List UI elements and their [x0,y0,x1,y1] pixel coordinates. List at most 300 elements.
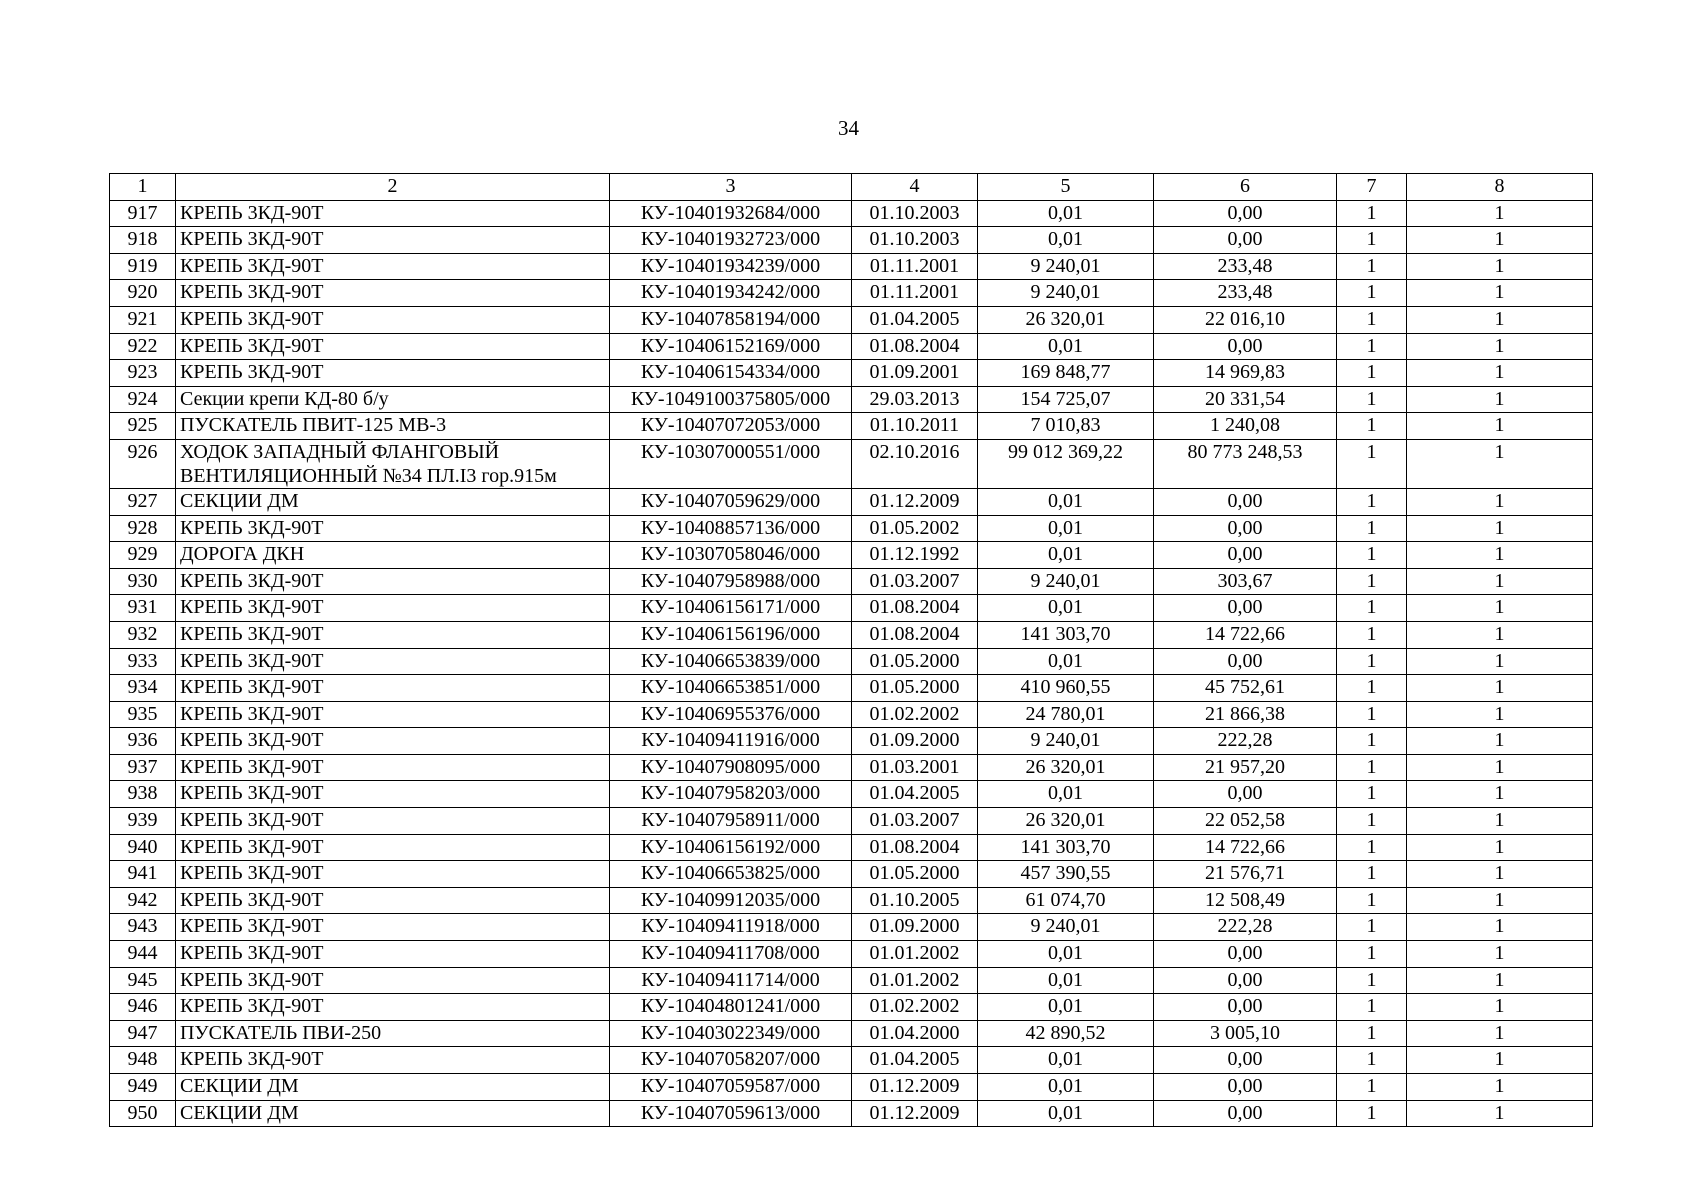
table-row [110,280,1593,307]
inventory-code-cell: КУ-10406653839/000 [610,648,852,675]
residual-cost-cell: 14 969,83 [1154,360,1337,387]
date-cell: 01.05.2000 [852,648,978,675]
date-cell: 01.02.2002 [852,994,978,1021]
table-row [110,386,1593,413]
initial-cost-cell: 26 320,01 [978,808,1154,835]
residual-cost-cell: 222,28 [1154,728,1337,755]
quantity-1-cell: 1 [1337,1047,1407,1074]
date-cell: 01.12.1992 [852,542,978,569]
row-number-cell: 935 [110,701,176,728]
inventory-code-cell: КУ-10407958988/000 [610,568,852,595]
date-cell: 01.08.2004 [852,595,978,622]
quantity-2-cell: 1 [1407,306,1593,333]
item-name-cell: КРЕПЬ 3КД-90Т [176,515,610,542]
residual-cost-cell: 22 052,58 [1154,808,1337,835]
initial-cost-cell: 99 012 369,22 [978,439,1154,488]
quantity-1-cell: 1 [1337,306,1407,333]
initial-cost-cell: 7 010,83 [978,413,1154,440]
initial-cost-cell: 9 240,01 [978,914,1154,941]
row-number-cell: 947 [110,1020,176,1047]
residual-cost-cell: 0,00 [1154,1047,1337,1074]
column-header: 5 [978,174,1154,201]
item-name-cell: КРЕПЬ 3КД-90Т [176,253,610,280]
residual-cost-cell: 14 722,66 [1154,834,1337,861]
inventory-code-cell: КУ-10406156192/000 [610,834,852,861]
quantity-2-cell: 1 [1407,621,1593,648]
date-cell: 01.10.2003 [852,227,978,254]
initial-cost-cell: 0,01 [978,200,1154,227]
residual-cost-cell: 0,00 [1154,595,1337,622]
table-row [110,861,1593,888]
initial-cost-cell: 410 960,55 [978,675,1154,702]
inventory-code-cell: КУ-1049100375805/000 [610,386,852,413]
quantity-1-cell: 1 [1337,887,1407,914]
item-name-cell: КРЕПЬ 3КД-90Т [176,967,610,994]
table-row [110,306,1593,333]
quantity-2-cell: 1 [1407,675,1593,702]
item-name-cell: КРЕПЬ 3КД-90Т [176,360,610,387]
quantity-2-cell: 1 [1407,386,1593,413]
item-name-cell: КРЕПЬ 3КД-90Т [176,675,610,702]
table-row [110,621,1593,648]
quantity-2-cell: 1 [1407,994,1593,1021]
date-cell: 01.12.2009 [852,488,978,515]
initial-cost-cell: 9 240,01 [978,568,1154,595]
initial-cost-cell: 0,01 [978,542,1154,569]
residual-cost-cell: 80 773 248,53 [1154,439,1337,488]
quantity-1-cell: 1 [1337,360,1407,387]
row-number-cell: 928 [110,515,176,542]
quantity-1-cell: 1 [1337,754,1407,781]
quantity-2-cell: 1 [1407,808,1593,835]
inventory-code-cell: КУ-10408857136/000 [610,515,852,542]
residual-cost-cell: 0,00 [1154,994,1337,1021]
quantity-2-cell: 1 [1407,754,1593,781]
quantity-2-cell: 1 [1407,360,1593,387]
date-cell: 01.09.2000 [852,914,978,941]
initial-cost-cell: 26 320,01 [978,754,1154,781]
residual-cost-cell: 233,48 [1154,280,1337,307]
date-cell: 01.01.2002 [852,967,978,994]
residual-cost-cell: 0,00 [1154,1100,1337,1127]
item-name-cell: КРЕПЬ 3КД-90Т [176,1047,610,1074]
initial-cost-cell: 0,01 [978,1047,1154,1074]
item-name-cell: ДОРОГА ДКН [176,542,610,569]
initial-cost-cell: 169 848,77 [978,360,1154,387]
date-cell: 01.09.2001 [852,360,978,387]
row-number-cell: 937 [110,754,176,781]
quantity-1-cell: 1 [1337,728,1407,755]
row-number-cell: 919 [110,253,176,280]
table-row [110,675,1593,702]
quantity-1-cell: 1 [1337,333,1407,360]
table-row [110,439,1593,488]
date-cell: 01.03.2007 [852,568,978,595]
quantity-1-cell: 1 [1337,861,1407,888]
row-number-cell: 950 [110,1100,176,1127]
item-name-cell: КРЕПЬ 3КД-90Т [176,941,610,968]
quantity-2-cell: 1 [1407,439,1593,488]
initial-cost-cell: 0,01 [978,994,1154,1021]
initial-cost-cell: 0,01 [978,1100,1154,1127]
initial-cost-cell: 0,01 [978,967,1154,994]
table-row [110,941,1593,968]
item-name-cell: КРЕПЬ 3КД-90Т [176,861,610,888]
quantity-1-cell: 1 [1337,675,1407,702]
inventory-code-cell: КУ-10406156171/000 [610,595,852,622]
quantity-2-cell: 1 [1407,595,1593,622]
row-number-cell: 930 [110,568,176,595]
date-cell: 01.10.2003 [852,200,978,227]
inventory-code-cell: КУ-10307000551/000 [610,439,852,488]
quantity-1-cell: 1 [1337,386,1407,413]
row-number-cell: 923 [110,360,176,387]
inventory-code-cell: КУ-10407958911/000 [610,808,852,835]
item-name-cell: ХОДОК ЗАПАДНЫЙ ФЛАНГОВЫЙ ВЕНТИЛЯЦИОННЫЙ №34 ПЛ.I3 гор.915м [176,439,610,488]
residual-cost-cell: 21 576,71 [1154,861,1337,888]
date-cell: 01.08.2004 [852,333,978,360]
quantity-2-cell: 1 [1407,967,1593,994]
column-header: 1 [110,174,176,201]
inventory-code-cell: КУ-10407058207/000 [610,1047,852,1074]
residual-cost-cell: 21 866,38 [1154,701,1337,728]
quantity-2-cell: 1 [1407,834,1593,861]
quantity-1-cell: 1 [1337,1074,1407,1101]
quantity-2-cell: 1 [1407,200,1593,227]
date-cell: 01.04.2000 [852,1020,978,1047]
row-number-cell: 948 [110,1047,176,1074]
quantity-2-cell: 1 [1407,568,1593,595]
asset-registry-table [109,173,1593,1127]
item-name-cell: КРЕПЬ 3КД-90Т [176,280,610,307]
column-header: 3 [610,174,852,201]
quantity-1-cell: 1 [1337,280,1407,307]
quantity-2-cell: 1 [1407,542,1593,569]
initial-cost-cell: 0,01 [978,781,1154,808]
quantity-2-cell: 1 [1407,728,1593,755]
inventory-code-cell: КУ-10403022349/000 [610,1020,852,1047]
quantity-1-cell: 1 [1337,488,1407,515]
initial-cost-cell: 61 074,70 [978,887,1154,914]
page-number: 34 [838,116,859,140]
date-cell: 01.01.2002 [852,941,978,968]
table-row [110,1100,1593,1127]
residual-cost-cell: 0,00 [1154,488,1337,515]
date-cell: 01.09.2000 [852,728,978,755]
inventory-code-cell: КУ-10406156196/000 [610,621,852,648]
quantity-1-cell: 1 [1337,648,1407,675]
item-name-cell: СЕКЦИИ ДМ [176,1100,610,1127]
table-row [110,754,1593,781]
item-name-cell: КРЕПЬ 3КД-90Т [176,595,610,622]
row-number-cell: 942 [110,887,176,914]
quantity-2-cell: 1 [1407,515,1593,542]
row-number-cell: 917 [110,200,176,227]
quantity-2-cell: 1 [1407,280,1593,307]
residual-cost-cell: 22 016,10 [1154,306,1337,333]
inventory-code-cell: КУ-10409411708/000 [610,941,852,968]
row-number-cell: 946 [110,994,176,1021]
item-name-cell: КРЕПЬ 3КД-90Т [176,808,610,835]
date-cell: 01.05.2000 [852,861,978,888]
row-number-cell: 940 [110,834,176,861]
quantity-1-cell: 1 [1337,781,1407,808]
inventory-code-cell: КУ-10307058046/000 [610,542,852,569]
row-number-cell: 944 [110,941,176,968]
table-row [110,413,1593,440]
inventory-code-cell: КУ-10409411714/000 [610,967,852,994]
date-cell: 01.05.2000 [852,675,978,702]
item-name-cell: ПУСКАТЕЛЬ ПВИТ-125 МВ-3 [176,413,610,440]
quantity-1-cell: 1 [1337,439,1407,488]
quantity-1-cell: 1 [1337,967,1407,994]
table-row [110,595,1593,622]
quantity-2-cell: 1 [1407,861,1593,888]
residual-cost-cell: 0,00 [1154,333,1337,360]
item-name-cell: СЕКЦИИ ДМ [176,1074,610,1101]
residual-cost-cell: 0,00 [1154,542,1337,569]
quantity-1-cell: 1 [1337,542,1407,569]
quantity-2-cell: 1 [1407,887,1593,914]
item-name-cell: ПУСКАТЕЛЬ ПВИ-250 [176,1020,610,1047]
inventory-code-cell: КУ-10407908095/000 [610,754,852,781]
date-cell: 01.04.2005 [852,781,978,808]
initial-cost-cell: 141 303,70 [978,621,1154,648]
item-name-cell: КРЕПЬ 3КД-90Т [176,200,610,227]
table-row [110,967,1593,994]
table-row [110,834,1593,861]
table-row [110,515,1593,542]
column-header: 6 [1154,174,1337,201]
quantity-1-cell: 1 [1337,200,1407,227]
date-cell: 01.11.2001 [852,253,978,280]
residual-cost-cell: 21 957,20 [1154,754,1337,781]
column-header: 4 [852,174,978,201]
initial-cost-cell: 0,01 [978,1074,1154,1101]
date-cell: 29.03.2013 [852,386,978,413]
row-number-cell: 936 [110,728,176,755]
date-cell: 01.12.2009 [852,1100,978,1127]
date-cell: 01.04.2005 [852,306,978,333]
row-number-cell: 941 [110,861,176,888]
inventory-code-cell: КУ-10407072053/000 [610,413,852,440]
residual-cost-cell: 0,00 [1154,648,1337,675]
inventory-code-cell: КУ-10401934239/000 [610,253,852,280]
initial-cost-cell: 457 390,55 [978,861,1154,888]
residual-cost-cell: 0,00 [1154,227,1337,254]
initial-cost-cell: 0,01 [978,515,1154,542]
initial-cost-cell: 154 725,07 [978,386,1154,413]
initial-cost-cell: 141 303,70 [978,834,1154,861]
quantity-2-cell: 1 [1407,781,1593,808]
item-name-cell: КРЕПЬ 3КД-90Т [176,994,610,1021]
initial-cost-cell: 0,01 [978,941,1154,968]
quantity-1-cell: 1 [1337,621,1407,648]
inventory-code-cell: КУ-10406154334/000 [610,360,852,387]
row-number-cell: 949 [110,1074,176,1101]
column-header: 8 [1407,174,1593,201]
table-row [110,781,1593,808]
item-name-cell: КРЕПЬ 3КД-90Т [176,306,610,333]
initial-cost-cell: 42 890,52 [978,1020,1154,1047]
row-number-cell: 924 [110,386,176,413]
quantity-2-cell: 1 [1407,488,1593,515]
residual-cost-cell: 20 331,54 [1154,386,1337,413]
inventory-code-cell: КУ-10406653851/000 [610,675,852,702]
inventory-code-cell: КУ-10407958203/000 [610,781,852,808]
date-cell: 01.11.2001 [852,280,978,307]
quantity-2-cell: 1 [1407,227,1593,254]
item-name-cell: КРЕПЬ 3КД-90Т [176,914,610,941]
quantity-2-cell: 1 [1407,1020,1593,1047]
quantity-1-cell: 1 [1337,595,1407,622]
item-name-cell: КРЕПЬ 3КД-90Т [176,621,610,648]
quantity-1-cell: 1 [1337,808,1407,835]
residual-cost-cell: 0,00 [1154,1074,1337,1101]
residual-cost-cell: 3 005,10 [1154,1020,1337,1047]
inventory-code-cell: КУ-10407059587/000 [610,1074,852,1101]
residual-cost-cell: 0,00 [1154,200,1337,227]
inventory-code-cell: КУ-10401932684/000 [610,200,852,227]
row-number-cell: 922 [110,333,176,360]
item-name-cell: КРЕПЬ 3КД-90Т [176,701,610,728]
table-row [110,333,1593,360]
row-number-cell: 926 [110,439,176,488]
inventory-code-cell: КУ-10406152169/000 [610,333,852,360]
inventory-code-cell: КУ-10409912035/000 [610,887,852,914]
quantity-2-cell: 1 [1407,914,1593,941]
table-row [110,701,1593,728]
residual-cost-cell: 12 508,49 [1154,887,1337,914]
item-name-cell: КРЕПЬ 3КД-90Т [176,834,610,861]
row-number-cell: 929 [110,542,176,569]
initial-cost-cell: 9 240,01 [978,253,1154,280]
item-name-cell: КРЕПЬ 3КД-90Т [176,227,610,254]
item-name-cell: Секции крепи КД-80 б/у [176,386,610,413]
row-number-cell: 939 [110,808,176,835]
quantity-1-cell: 1 [1337,914,1407,941]
table-row [110,1020,1593,1047]
inventory-code-cell: КУ-10409411916/000 [610,728,852,755]
quantity-1-cell: 1 [1337,413,1407,440]
inventory-code-cell: КУ-10406653825/000 [610,861,852,888]
inventory-code-cell: КУ-10401932723/000 [610,227,852,254]
column-header: 7 [1337,174,1407,201]
date-cell: 01.08.2004 [852,621,978,648]
table-row [110,200,1593,227]
date-cell: 01.10.2011 [852,413,978,440]
quantity-2-cell: 1 [1407,701,1593,728]
residual-cost-cell: 45 752,61 [1154,675,1337,702]
initial-cost-cell: 0,01 [978,227,1154,254]
item-name-cell: КРЕПЬ 3КД-90Т [176,781,610,808]
column-header: 2 [176,174,610,201]
residual-cost-cell: 14 722,66 [1154,621,1337,648]
row-number-cell: 921 [110,306,176,333]
row-number-cell: 920 [110,280,176,307]
quantity-2-cell: 1 [1407,1047,1593,1074]
quantity-1-cell: 1 [1337,941,1407,968]
initial-cost-cell: 0,01 [978,648,1154,675]
residual-cost-cell: 0,00 [1154,941,1337,968]
row-number-cell: 918 [110,227,176,254]
residual-cost-cell: 233,48 [1154,253,1337,280]
item-name-cell: КРЕПЬ 3КД-90Т [176,333,610,360]
residual-cost-cell: 1 240,08 [1154,413,1337,440]
table-row [110,914,1593,941]
residual-cost-cell: 303,67 [1154,568,1337,595]
quantity-2-cell: 1 [1407,413,1593,440]
table-body [110,200,1593,1127]
inventory-code-cell: КУ-10404801241/000 [610,994,852,1021]
initial-cost-cell: 9 240,01 [978,728,1154,755]
row-number-cell: 934 [110,675,176,702]
date-cell: 01.02.2002 [852,701,978,728]
initial-cost-cell: 9 240,01 [978,280,1154,307]
inventory-code-cell: КУ-10407059613/000 [610,1100,852,1127]
quantity-2-cell: 1 [1407,1074,1593,1101]
quantity-2-cell: 1 [1407,253,1593,280]
inventory-code-cell: КУ-10407858194/000 [610,306,852,333]
residual-cost-cell: 0,00 [1154,967,1337,994]
table-row [110,568,1593,595]
quantity-1-cell: 1 [1337,515,1407,542]
quantity-1-cell: 1 [1337,701,1407,728]
quantity-1-cell: 1 [1337,1020,1407,1047]
table-row [110,360,1593,387]
quantity-1-cell: 1 [1337,253,1407,280]
item-name-cell: КРЕПЬ 3КД-90Т [176,648,610,675]
quantity-2-cell: 1 [1407,333,1593,360]
item-name-cell: КРЕПЬ 3КД-90Т [176,568,610,595]
table-row [110,808,1593,835]
date-cell: 02.10.2016 [852,439,978,488]
initial-cost-cell: 0,01 [978,333,1154,360]
table-row [110,648,1593,675]
row-number-cell: 938 [110,781,176,808]
inventory-code-cell: КУ-10407059629/000 [610,488,852,515]
date-cell: 01.03.2001 [852,754,978,781]
quantity-2-cell: 1 [1407,1100,1593,1127]
row-number-cell: 932 [110,621,176,648]
quantity-1-cell: 1 [1337,834,1407,861]
quantity-1-cell: 1 [1337,227,1407,254]
column-number-header-row [110,174,1593,201]
date-cell: 01.08.2004 [852,834,978,861]
table-row [110,994,1593,1021]
residual-cost-cell: 0,00 [1154,515,1337,542]
initial-cost-cell: 26 320,01 [978,306,1154,333]
table-row [110,227,1593,254]
table-row [110,728,1593,755]
item-name-cell: КРЕПЬ 3КД-90Т [176,754,610,781]
row-number-cell: 943 [110,914,176,941]
quantity-2-cell: 1 [1407,941,1593,968]
date-cell: 01.10.2005 [852,887,978,914]
date-cell: 01.05.2002 [852,515,978,542]
quantity-2-cell: 1 [1407,648,1593,675]
quantity-1-cell: 1 [1337,568,1407,595]
item-name-cell: КРЕПЬ 3КД-90Т [176,728,610,755]
row-number-cell: 927 [110,488,176,515]
residual-cost-cell: 0,00 [1154,781,1337,808]
row-number-cell: 931 [110,595,176,622]
row-number-cell: 945 [110,967,176,994]
table-row [110,1074,1593,1101]
date-cell: 01.03.2007 [852,808,978,835]
initial-cost-cell: 0,01 [978,488,1154,515]
date-cell: 01.04.2005 [852,1047,978,1074]
